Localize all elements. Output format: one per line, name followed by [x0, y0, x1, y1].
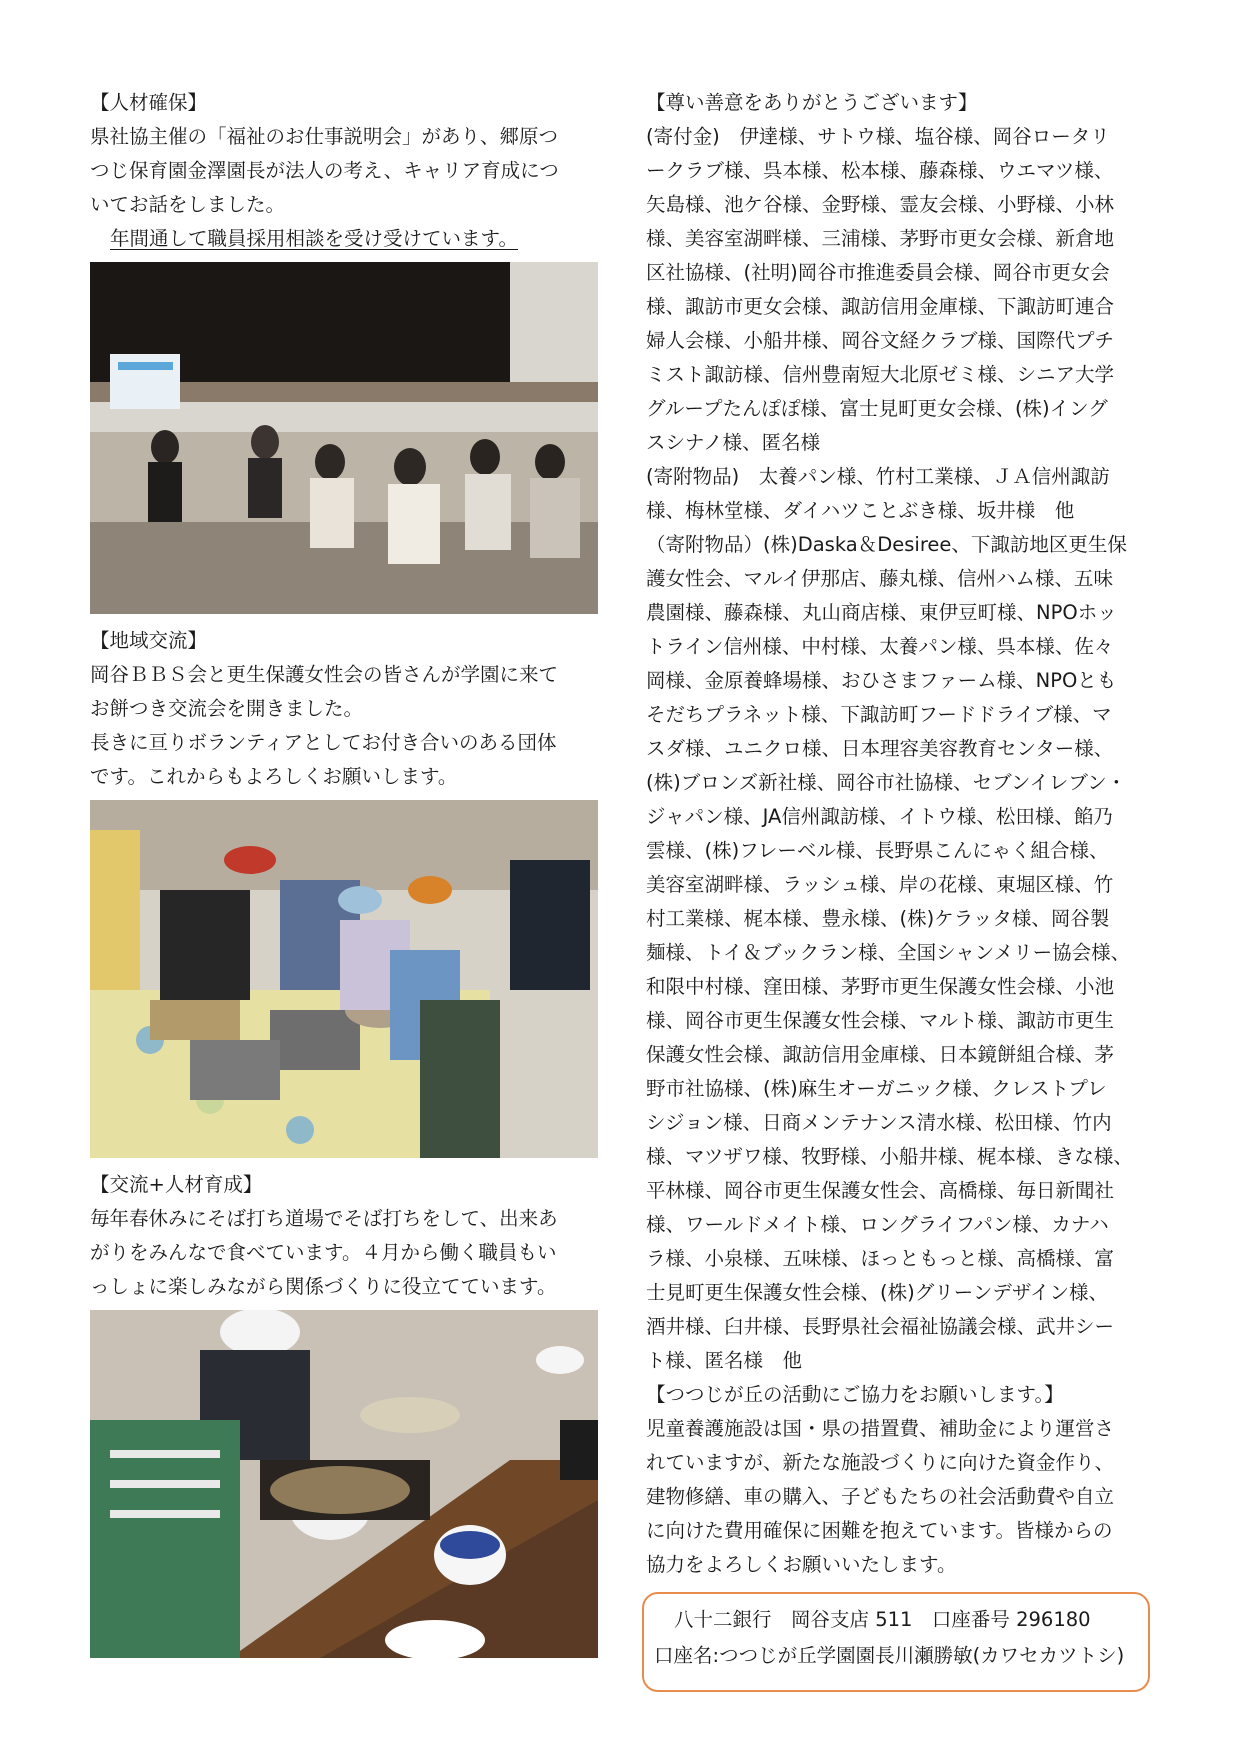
section-heading-community: 【地域交流】	[90, 629, 208, 652]
donation-line: ークラブ様、呉本様、松本様、藤森様、ウエマツ様、	[646, 159, 1114, 182]
donation-line: 様、ワールドメイト様、ロングライフパン様、カナハ	[646, 1213, 1109, 1236]
donation-line: 矢島様、池ケ谷様、金野様、霊友会様、小野様、小林	[646, 193, 1115, 216]
donation-line: 村工業様、梶本様、豊永様、(株)ケラッタ様、岡谷製	[646, 907, 1110, 930]
photo-mochi-event-image	[90, 800, 598, 1158]
donation-line: ミスト諏訪様、信州豊南短大北原ゼミ様、シニア大学	[646, 363, 1115, 386]
donation-line: そだちプラネット様、下諏訪町フードドライブ様、マ	[646, 703, 1112, 726]
bank-account-number: 八十二銀行 岡谷支店 511 口座番号 296180	[674, 1608, 1091, 1631]
donation-line: グループたんぽぽ様、富士見町更女会様、(株)イング	[646, 397, 1108, 420]
donation-line: スダ様、ユニクロ様、日本理容美容教育センター様、	[646, 737, 1114, 760]
support-line: 児童養護施設は国・県の措置費、補助金により運営さ	[646, 1417, 1115, 1440]
left-column	[90, 86, 598, 1668]
donation-line: 雲様、(株)フレーベル様、長野県こんにゃく組合様、	[646, 839, 1109, 862]
donation-line: トライン信州様、中村様、太養パン様、呉本様、佐々	[646, 635, 1114, 658]
community-line-1: 岡谷ＢＢＳ会と更生保護女性会の皆さんが学園に来て	[90, 663, 559, 686]
donation-line: 麺様、トイ＆ブックラン様、全国シャンメリー協会様、	[646, 941, 1131, 964]
donation-line: シジョン様、日商メンテナンス清水様、松田様、竹内	[646, 1111, 1112, 1134]
donation-line: 農園様、藤森様、丸山商店様、東伊豆町様、NPOホッ	[646, 601, 1117, 624]
recruitment-line-3: いてお話をしました。	[90, 193, 286, 216]
donation-line: 美容室湖畔様、ラッシュ様、岸の花様、東堀区様、竹	[646, 873, 1114, 896]
donation-line: (寄附物品) 太養パン様、竹村工業様、ＪＡ信州諏訪	[646, 465, 1110, 488]
exchange-line-2: がりをみんなで食べています。４月から働く職員もい	[90, 1241, 557, 1264]
donation-line: 野市社協様、(株)麻生オーガニック様、クレストプレ	[646, 1077, 1107, 1100]
recruitment-line-2: つじ保育園金澤園長が法人の考え、キャリア育成につ	[90, 159, 559, 182]
exchange-line-1: 毎年春休みにそば打ち道場でそば打ちをして、出来あ	[90, 1207, 558, 1230]
support-line: に向けた費用確保に困難を抱えています。皆様からの	[646, 1519, 1113, 1542]
section-heading-exchange: 【交流+人材育成】	[90, 1173, 263, 1196]
donation-line: ラ様、小泉様、五味様、ほっともっと様、高橋様、富	[646, 1247, 1115, 1270]
section-heading-donations: 【尊い善意をありがとうございます】	[646, 91, 978, 114]
community-line-3: 長きに亘りボランティアとしてお付き合いのある団体	[90, 731, 557, 754]
donation-line: 平林様、岡谷市更生保護女性会、高橋様、毎日新聞社	[646, 1179, 1115, 1202]
section-heading-support-request: 【つつじが丘の活動にご協力をお願いします。】	[646, 1383, 1064, 1406]
exchange-line-3: っしょに楽しみながら関係づくりに役立てています。	[90, 1275, 557, 1298]
donation-line: 保護女性会様、諏訪信用金庫様、日本鏡餅組合様、茅	[646, 1043, 1115, 1066]
donation-line: 様、岡谷市更生保護女性会様、マルト様、諏訪市更生	[646, 1009, 1115, 1032]
recruitment-note: 年間通して職員採用相談を受け受けています。	[110, 227, 518, 250]
donation-line: 岡様、金原養蜂場様、おひさまファーム様、NPOとも	[646, 669, 1117, 692]
donation-line: 婦人会様、小船井様、岡谷文経クラブ様、国際代プチ	[646, 329, 1115, 352]
donation-line: 区社協様、(社明)岡谷市推進委員会様、岡谷市更女会	[646, 261, 1110, 284]
donation-line: ジャパン様、JA信州諏訪様、イトウ様、松田様、餡乃	[646, 805, 1113, 828]
photo-soba-making-image	[90, 1310, 598, 1658]
donation-line: 様、マツザワ様、牧野様、小船井様、梶本様、きな様、	[646, 1145, 1133, 1168]
donation-line: (寄付金) 伊達様、サトウ様、塩谷様、岡谷ロータリ	[646, 125, 1110, 148]
support-line: れていますが、新たな施設づくりに向けた資金作り、	[646, 1451, 1115, 1474]
photo-job-fair-image	[90, 262, 598, 614]
bank-account-holder: 口座名:つつじが丘学園園長川瀬勝敏(カワセカツトシ)	[654, 1644, 1125, 1667]
donation-line: (株)ブロンズ新社様、岡谷市社協様、セブンイレブン・	[646, 771, 1127, 794]
donation-line: ト様、匿名様 他	[646, 1349, 803, 1372]
donation-line: （寄附物品）(株)Daska＆Desiree、下諏訪地区更生保	[646, 533, 1127, 556]
donation-line: 護女性会、マルイ伊那店、藤丸様、信州ハム様、五味	[646, 567, 1114, 590]
photo-soba-making	[90, 1310, 598, 1658]
community-line-2: お餅つき交流会を開きました。	[90, 697, 364, 720]
donation-line: 酒井様、臼井様、長野県社会福祉協議会様、武井シー	[646, 1315, 1115, 1338]
donation-line: 様、美容室湖畔様、三浦様、茅野市更女会様、新倉地	[646, 227, 1115, 250]
photo-mochi-event	[90, 800, 598, 1158]
right-column	[646, 86, 1154, 1582]
donation-line: 様、諏訪市更女会様、諏訪信用金庫様、下諏訪町連合	[646, 295, 1115, 318]
photo-job-fair	[90, 262, 598, 614]
donation-line: 様、梅林堂様、ダイハツことぶき様、坂井様 他	[646, 499, 1075, 522]
community-line-4: です。これからもよろしくお願いします。	[90, 765, 458, 788]
support-line: 建物修繕、車の購入、子どもたちの社会活動費や自立	[646, 1485, 1115, 1508]
donation-line: スシナノ様、匿名様	[646, 431, 821, 454]
recruitment-line-1: 県社協主催の「福祉のお仕事説明会」があり、郷原つ	[90, 125, 559, 148]
support-line: 協力をよろしくお願いいたします。	[646, 1553, 957, 1576]
donation-line: 士見町更生保護女性会様、(株)グリーンデザイン様、	[646, 1281, 1108, 1304]
donation-line: 和限中村様、窪田様、茅野市更生保護女性会様、小池	[646, 975, 1115, 998]
bank-account-box	[642, 1592, 1150, 1692]
section-heading-recruitment: 【人材確保】	[90, 91, 208, 114]
